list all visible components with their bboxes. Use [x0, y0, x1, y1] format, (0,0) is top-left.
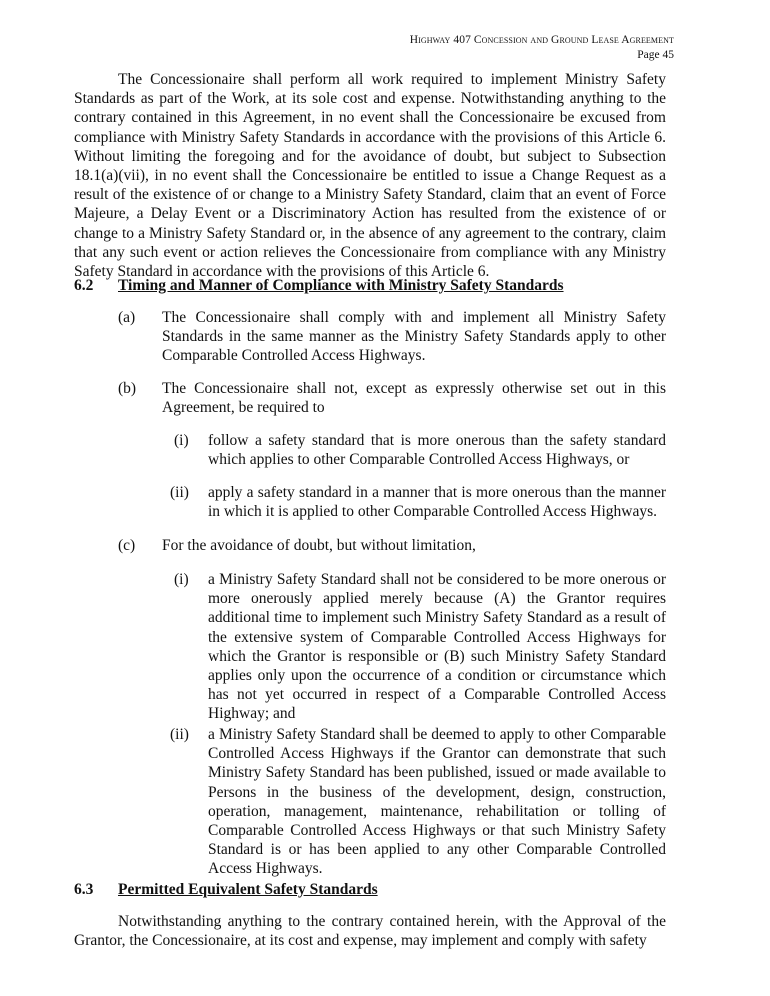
section-6-3-heading	[74, 880, 378, 899]
page-number: Page 45	[637, 49, 674, 61]
clause-text: The Concessionaire shall not, except as expressly otherwise set out in this Agreement, be required to	[162, 380, 666, 417]
subclause-label: (ii)	[170, 726, 189, 743]
subclause-text: apply a safety standard in a manner that is more onerous than the manner in which it is applied to other Comparable Controlled Access Highways.	[208, 484, 666, 521]
section-number: 6.2	[74, 277, 94, 294]
subclause-text: follow a safety standard that is more onerous than the safety standard which applies to other Comparable Controlled Access Highways, or	[208, 432, 666, 469]
intro-paragraph: The Concessionaire shall perform all work required to implement Ministry Safety Standards as part of the Work, at its sole cost and expense. Notwithstanding anything to the contrary contained in this Agreement, in no event shall the Concessionaire be excused from compliance with Ministry Safety Standards in accordance with the provisions of this Article 6. Without limiting the foregoing and for the avoidance of doubt, but subject to Subsection 18.1(a)(vii), in no event shall the Concessionaire be entitled to issue a Change Request as a result of the existence of or change to a Ministry Safety Standard, claim that an event of Force Majeure, a Delay Event or a Discriminatory Action has resulted from the existence of or change to a Ministry Safety Standard or, in the absence of any agreement to the contrary, claim that any such event or action relieves the Concessionaire from compliance with any Ministry Safety Standard in accordance with the provisions of this Article 6.	[74, 71, 666, 281]
subclause-label: (ii)	[170, 484, 189, 501]
document-title: Highway 407 Concession and Ground Lease Agreement	[409, 34, 674, 46]
subclause-text: a Ministry Safety Standard shall not be considered to be more onerous or more onerously applied merely because (A) the Grantor requires additional time to implement such Ministry Safety Standard as a result of the extensive system of Comparable Controlled Access Highways for which the Grantor is responsible or (B) such Ministry Safety Standard applies only upon the occurrence of a condition or circumstance which has not yet occurred in respect of a Comparable Controlled Access Highway; and	[208, 571, 666, 723]
subclause-label: (i)	[174, 432, 189, 449]
clause-label: (c)	[118, 537, 136, 554]
section-6-3-paragraph: Notwithstanding anything to the contrary contained herein, with the Approval of the Grantor, the Concessionaire, at its cost and expense, may implement and comply with safety	[74, 913, 666, 950]
subclause-text: a Ministry Safety Standard shall be deemed to apply to other Comparable Controlled Access Highways if the Grantor can demonstrate that such Ministry Safety Standard has been published, issued or made available to Persons in the business of the development, design, construction, operation, management, maintenance, rehabilitation or tolling of Comparable Controlled Access Highways or that such Ministry Safety Standard is or has been applied to any other Comparable Controlled Access Highways.	[208, 726, 666, 878]
subclause-label: (i)	[174, 571, 189, 588]
section-title: Permitted Equivalent Safety Standards	[118, 881, 378, 898]
clause-label: (a)	[118, 309, 136, 326]
page-header	[410, 33, 674, 63]
section-6-2-heading	[74, 276, 564, 295]
clause-text: For the avoidance of doubt, but without limitation,	[162, 537, 476, 554]
clause-label: (b)	[118, 380, 137, 397]
section-number: 6.3	[74, 881, 94, 898]
section-title: Timing and Manner of Compliance with Ministry Safety Standards	[118, 277, 564, 294]
clause-text: The Concessionaire shall comply with and implement all Ministry Safety Standards in the same manner as the Ministry Safety Standards apply to other Comparable Controlled Access Highways.	[162, 309, 666, 365]
